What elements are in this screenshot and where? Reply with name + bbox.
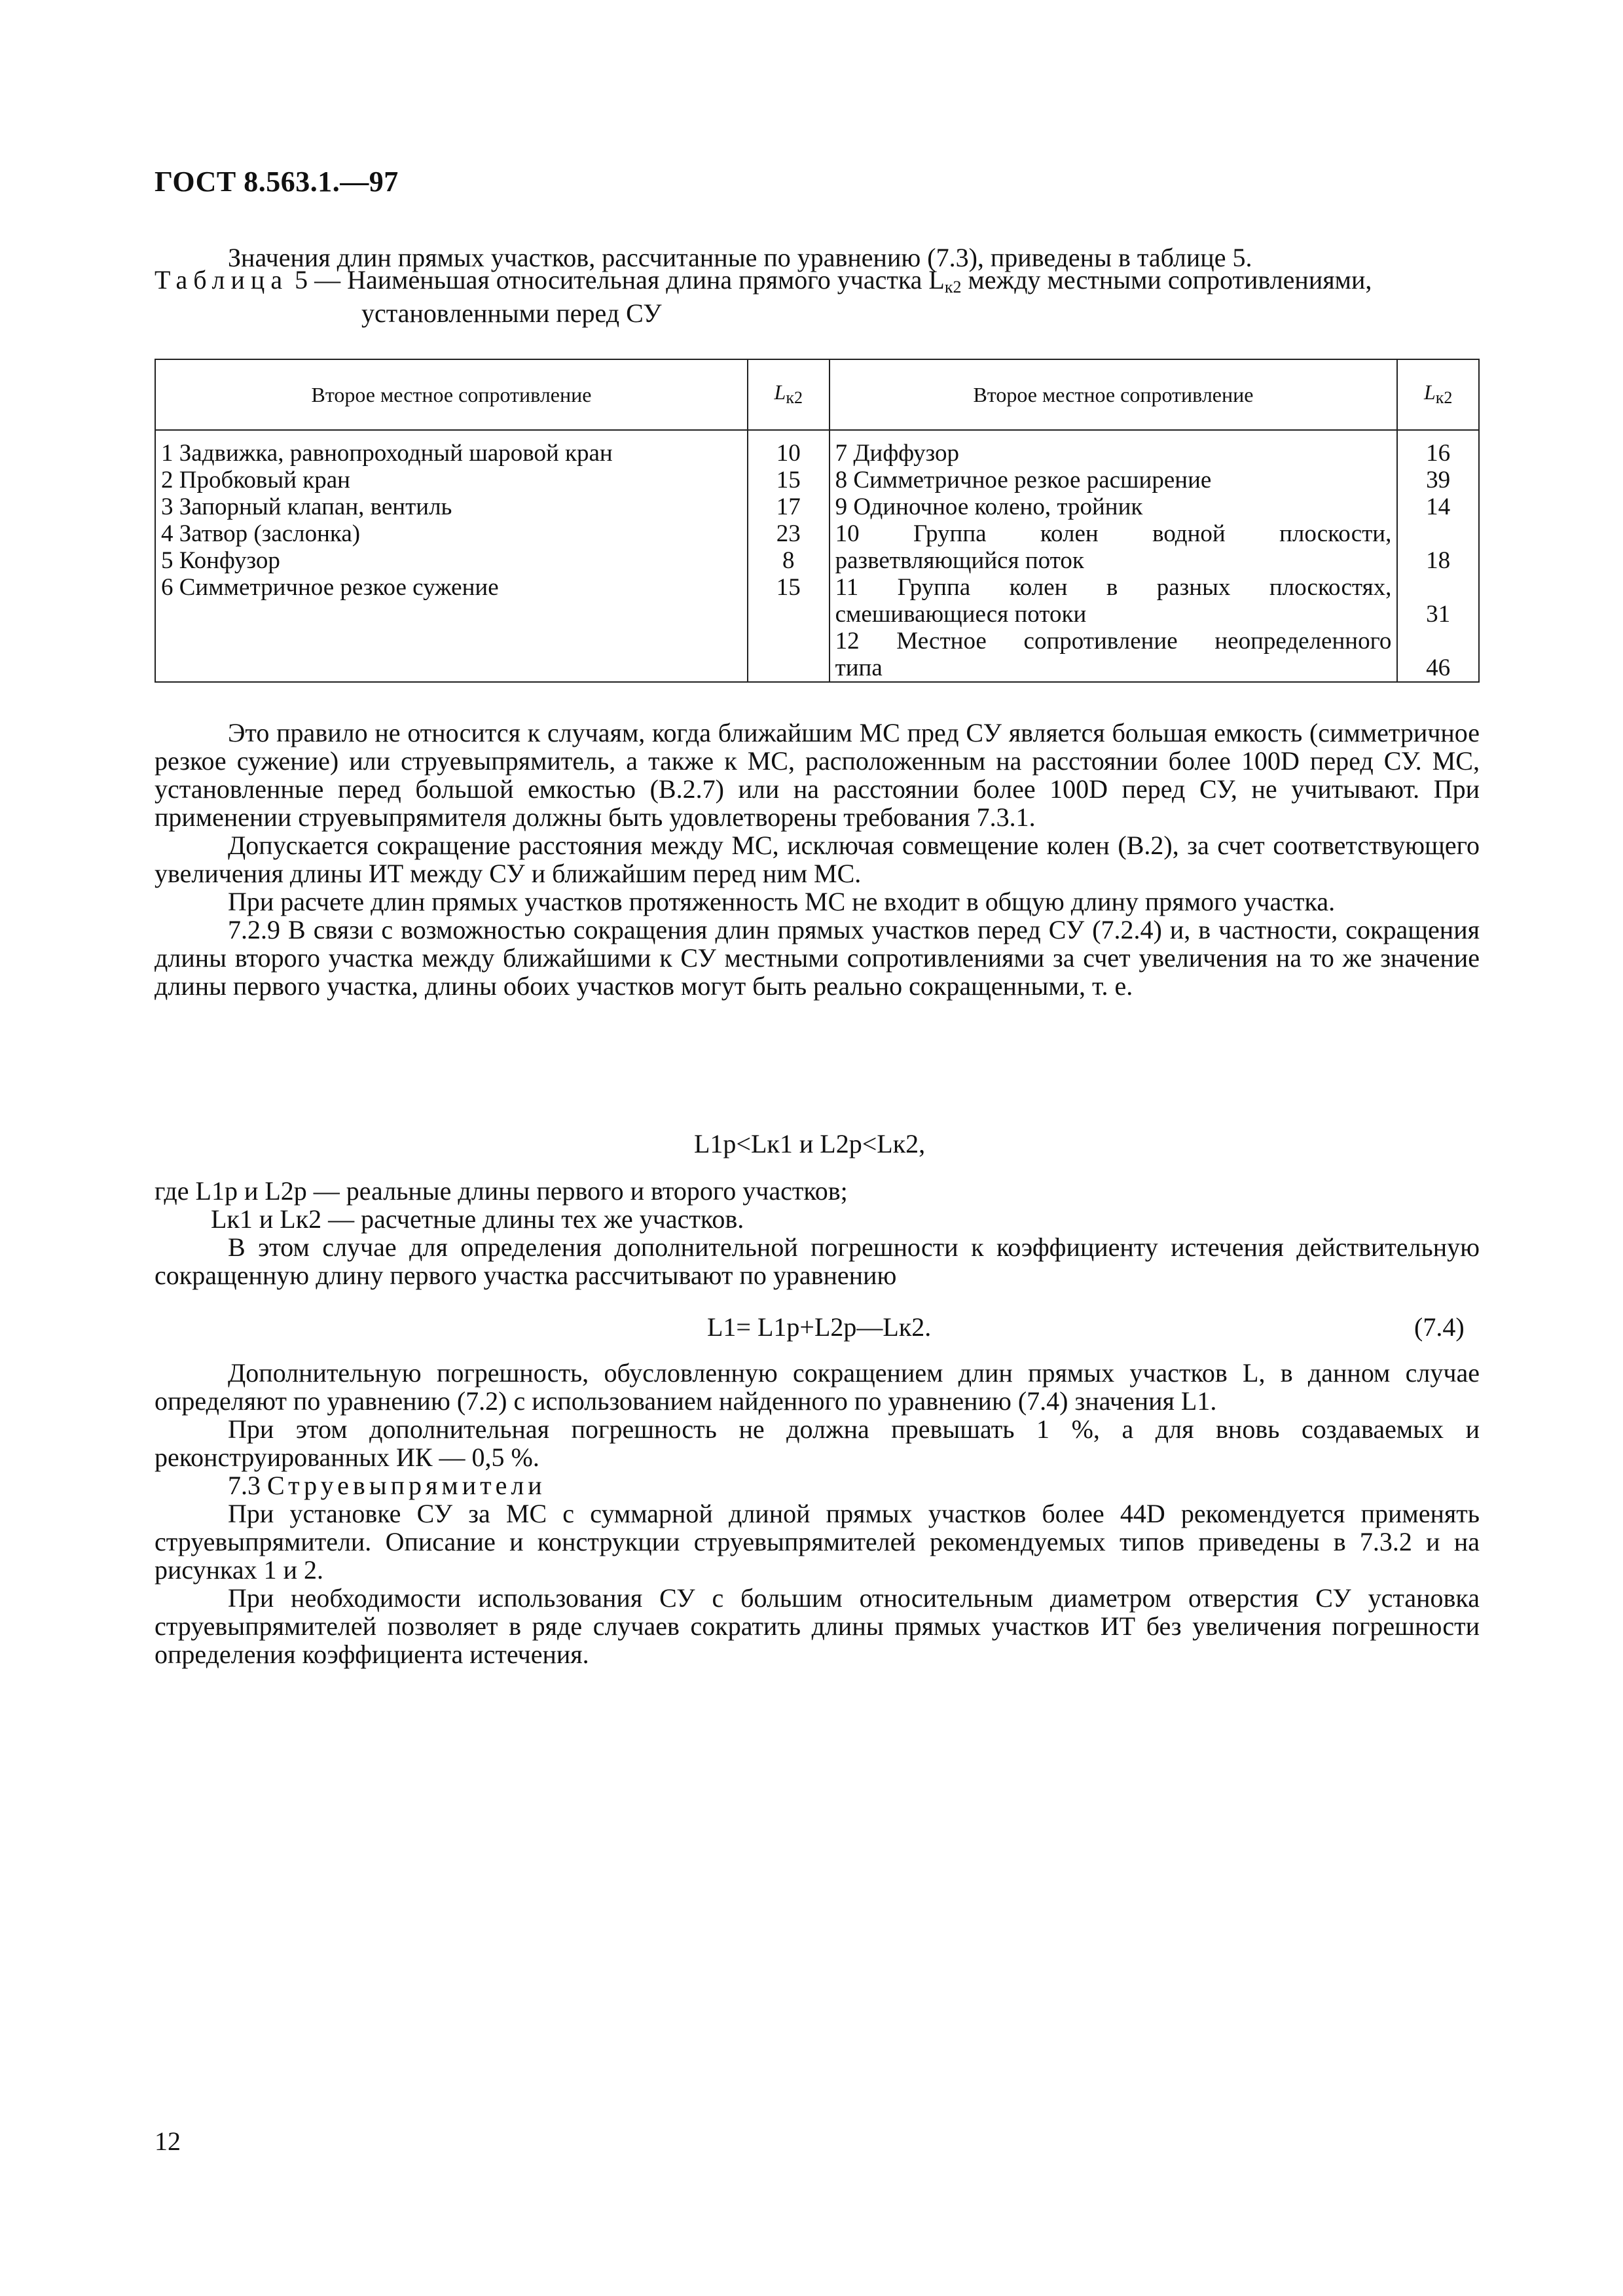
body-text-top [155, 719, 1480, 1000]
left-row-name: 2 Пробковый кран [161, 467, 350, 493]
where-line-2: Lк1 и Lк2 — расчетные длины тех же участков. [211, 1204, 744, 1234]
right-row-value: 39 [1426, 467, 1451, 493]
left-row-name: 6 Симметричное резкое сужение [161, 574, 499, 601]
left-values-cell [748, 430, 830, 682]
table-caption-sub: к2 [944, 278, 962, 296]
table-caption [155, 267, 1480, 327]
paragraph-7: При этом дополнительная погрешность не должна превышать 1 %, а для вновь создаваемых и реконструированных ИК — 0,5 %. [155, 1414, 1480, 1472]
right-row-value-spacer [1403, 520, 1473, 547]
col-L-sub-right: к2 [1435, 387, 1453, 407]
left-row-value: 8 [782, 547, 795, 574]
col-header-name-left: Второе местное сопротивление [155, 359, 748, 430]
col-L-symbol-right: L [1423, 380, 1436, 404]
left-row-value: 10 [776, 440, 801, 467]
right-row-name-b: типа [835, 655, 883, 681]
right-row-value: 16 [1426, 440, 1451, 467]
document-header: ГОСТ 8.563.1.—97 [155, 166, 399, 198]
paragraph-4: 7.2.9 В связи с возможностью сокращения длин прямых участков перед СУ (7.2.4) и, в частности, сокращения длины второго участка между ближайшими к СУ местными сопротивлениями за счет увеличения на то же значение длины первого участка, длины обоих участков могут быть реально сокращенными, т. е. [155, 915, 1480, 1001]
right-row-11-a: 11 Группа колен в разных плоскостях, [835, 574, 1392, 601]
formula-2: L1= L1р+L2р—Lк2. [707, 1312, 932, 1342]
right-row-value: 46 [1426, 655, 1451, 681]
paragraph-9: При необходимости использования СУ с большим относительным диаметром отверстия СУ установка струевыпрямителей позволяет в ряде случаев сократить длины прямых участков ИТ без увеличения погрешности определения коэффициента истечения. [155, 1583, 1480, 1669]
right-row-name-a [835, 628, 1392, 655]
table-caption-tail: между местными сопротивлениями, [961, 265, 1372, 295]
col-header-L-right [1397, 359, 1479, 430]
body-text-bottom [155, 1359, 1480, 1668]
left-row-name: 3 Запорный клапан, вентиль [161, 493, 452, 520]
paragraph-8: При установке СУ за МС с суммарной длиной прямых участков более 44D рекомендуется применять струевыпрямители. Описание и конструкции струевыпрямителей рекомендуемых типов приведены в 7.3.2 и на рисунках 1 и 2. [155, 1499, 1480, 1585]
right-row-value-spacer [1403, 574, 1473, 601]
right-row-name: 9 Одиночное колено, тройник [835, 493, 1143, 520]
left-row-value: 15 [776, 467, 801, 493]
where-line-1: где L1р и L2р — реальные длины первого и второго участков; [155, 1176, 848, 1206]
right-row-name-a [835, 574, 1392, 601]
right-row-name: 8 Симметричное резкое расширение [835, 467, 1212, 493]
section-heading [155, 1471, 1480, 1499]
table-5 [155, 359, 1480, 683]
where-clause [155, 1177, 1480, 1289]
paragraph-5: В этом случае для определения дополнительной погрешности к коэффициенту истечения действительную сокращенную длину первого участка рассчитывают по уравнению [155, 1232, 1480, 1290]
section-number: 7.3 [228, 1471, 261, 1500]
right-row-12-a: 12 Местное сопротивление неопределенного [835, 628, 1392, 655]
right-names-cell [830, 430, 1398, 682]
right-values-cell [1397, 430, 1479, 682]
paragraph-3: При расчете длин прямых участков протяженность МС не входит в общую длину прямого участка. [228, 887, 1336, 916]
right-row-value: 14 [1426, 493, 1451, 520]
paragraph-2: Допускается сокращение расстояния между МС, исключая совмещение колен (В.2), за счет соответствующего увеличения длины ИТ между СУ и ближайшим перед ним МС. [155, 831, 1480, 888]
col-header-name-right: Второе местное сопротивление [830, 359, 1398, 430]
intro-text: Значения длин прямых участков, рассчитанные по уравнению (7.3), приведены в таблице 5. [228, 243, 1252, 272]
right-row-name-b: разветвляющийся поток [835, 547, 1084, 574]
formula-1: L1р<Lк1 и L2р<Lк2, [694, 1129, 926, 1158]
left-row-value: 23 [776, 520, 801, 547]
section-title: Струевыпрямители [267, 1471, 546, 1500]
paragraph-6: Дополнительную погрешность, обусловленную сокращением длин прямых участков L, в данном случае определяют по уравнению (7.2) с использованием найденного по уравнению (7.4) значения L1. [155, 1358, 1480, 1416]
left-row-name: 5 Конфузор [161, 547, 280, 574]
right-row-value: 18 [1426, 547, 1451, 574]
table-caption-line1: 5 — Наименьшая относительная длина прямого участка L [295, 265, 945, 295]
left-row-value: 17 [776, 493, 801, 520]
right-row-name-a [835, 520, 1392, 547]
table-caption-line2: установленными перед СУ [361, 298, 662, 328]
col-L-sub-left: к2 [786, 387, 803, 407]
left-names-cell [155, 430, 748, 682]
right-row-value: 31 [1426, 601, 1451, 628]
right-row-10-a: 10 Группа колен водной плоскости, [835, 520, 1392, 547]
left-row-name: 1 Задвижка, равнопроходный шаровой кран [161, 440, 613, 467]
left-row-name: 4 Затвор (заслонка) [161, 520, 361, 547]
table-body-row [155, 430, 1479, 682]
col-L-symbol-left: L [774, 380, 786, 404]
formula-2-number: (7.4) [1414, 1312, 1465, 1342]
right-row-value-spacer [1403, 628, 1473, 655]
right-row-name-b: смешивающиеся потоки [835, 601, 1087, 628]
left-row-value: 15 [776, 574, 801, 601]
table-header-row [155, 359, 1479, 430]
page-number: 12 [155, 2126, 181, 2156]
col-header-L-left [748, 359, 830, 430]
table-caption-label: Таблица [155, 265, 289, 295]
right-row-name: 7 Диффузор [835, 440, 960, 467]
paragraph-1: Это правило не относится к случаям, когда ближайшим МС пред СУ является большая емкость (симметричное резкое сужение) или струевыпрямитель, а также к МС, расположенным на расстоянии более 100D перед СУ. МС, установленные перед большой емкостью (В.2.7) или на расстоянии более 100D перед СУ, не учитывают. При применении струевыпрямителя должны быть удовлетворены требования 7.3.1. [155, 718, 1480, 832]
